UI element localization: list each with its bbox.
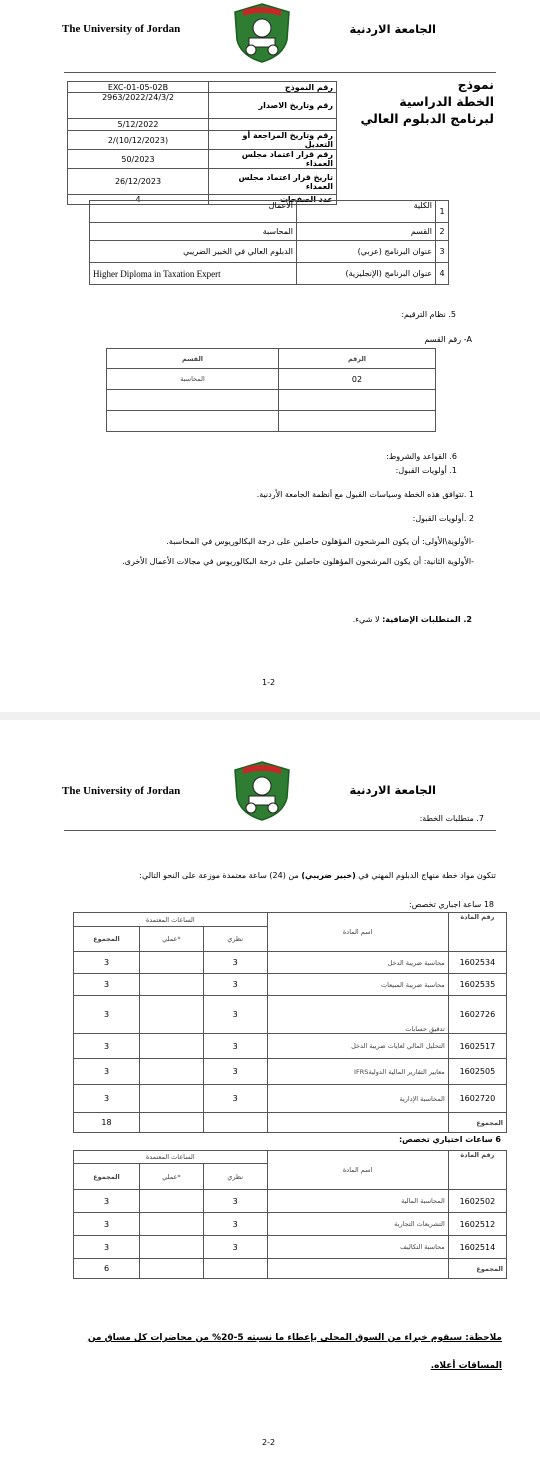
numbering-sub: A- رقم القسم xyxy=(424,335,472,344)
total-cell: 3 xyxy=(74,1059,140,1085)
rules-paragraph-1: 1 .تتوافق هذه الخطة وسياسات القبول مع أنظمة الجامعة الأردنية. xyxy=(256,490,474,499)
table-row xyxy=(74,996,507,1034)
university-logo-icon xyxy=(231,760,293,822)
theory-cell: 3 xyxy=(203,1213,267,1236)
total-cell: 3 xyxy=(74,1213,140,1236)
issue-date-label xyxy=(209,119,337,131)
course-name-cell: محاسبة ضريبة الدخل xyxy=(267,952,448,974)
university-name-ar: الجامعة الاردنية xyxy=(349,783,436,797)
numbering-heading: 5. نظام الترقيم: xyxy=(401,310,456,319)
plan-requirements-heading: 7. متطلبات الخطة: xyxy=(419,814,484,823)
faculty-value: الأعمال xyxy=(90,201,297,223)
course-name-cell: تدقيق حسابات xyxy=(267,996,448,1034)
council-date-value: 26/12/2023 xyxy=(68,169,209,195)
course-name-cell: المحاسبة الإدارية xyxy=(267,1085,448,1113)
faculty-label: الكلية xyxy=(297,201,436,223)
theory-cell: 3 xyxy=(203,996,267,1034)
theory-cell: 3 xyxy=(203,952,267,974)
page-number: 2-2 xyxy=(262,1438,276,1447)
col-dept-header: القسم xyxy=(107,349,279,369)
total-cell: 3 xyxy=(74,1190,140,1213)
total-cell: 3 xyxy=(74,996,140,1034)
experts-note: ملاحظة: سيقوم خبراء من السوق المحلي بإعطاء ما نسبته 5-20% من محاضرات كل مساق من المساقات أعلاه. xyxy=(87,1333,502,1371)
header-divider xyxy=(64,72,496,73)
course-name-cell: التحليل المالي لغايات ضريبة الدخل xyxy=(267,1034,448,1059)
form-number-value: EXC-01-05-02B xyxy=(68,82,209,93)
col-total-header: المجموع xyxy=(74,1164,140,1190)
plan-intro xyxy=(139,870,496,882)
rules-paragraph-2: 2 .أولويات القبول: xyxy=(412,514,474,523)
col-code-header: رقم المادة xyxy=(448,1151,506,1190)
course-code-cell: 1602517 xyxy=(448,1034,506,1059)
revision-label: رقم وتاريخ المراجعة أو التعديل xyxy=(209,131,337,150)
col-hours-header: الساعات المعتمدة xyxy=(74,1151,268,1164)
table-row xyxy=(74,1190,507,1213)
course-code-cell: 1602505 xyxy=(448,1059,506,1085)
revision-value: 2/(10/12/2023) xyxy=(68,131,209,150)
page-1 xyxy=(0,0,540,712)
table-row xyxy=(74,1034,507,1059)
university-logo-icon xyxy=(231,2,293,64)
rules-paragraph-4: -الأولوية الثانية: أن يكون المرشحون المؤهلون حاصلين على درجة البكالوريوس في مجالات الأعمال الأخرى. xyxy=(122,557,474,566)
department-label: القسم xyxy=(297,223,436,241)
row-number: 1 xyxy=(436,201,449,223)
header-divider xyxy=(64,830,496,831)
issue-label: رقم وتاريخ الاصدار xyxy=(209,93,337,119)
rules-sub-heading: 1. أولويات القبول: xyxy=(395,466,457,475)
course-code-cell: 1602502 xyxy=(448,1190,506,1213)
total-row xyxy=(74,1113,507,1133)
intro-pre: تتكون مواد خطة منهاج الدبلوم المهني في xyxy=(355,871,496,880)
theory-cell: 3 xyxy=(203,1085,267,1113)
col-name-header: اسم المادة xyxy=(267,1151,448,1190)
col-name-header: اسم المادة xyxy=(267,913,448,952)
extra-requirements-label: 2. المتطلبات الإضافية: xyxy=(382,615,472,624)
university-name-en: The University of Jordan xyxy=(62,785,181,797)
col-practical-header: عملي* xyxy=(140,927,204,952)
total-cell: 3 xyxy=(74,974,140,996)
total-cell: 3 xyxy=(74,1034,140,1059)
col-theory-header: نظري xyxy=(203,1164,267,1190)
form-title-line-2: الخطة الدراسية xyxy=(399,94,494,109)
form-info-table xyxy=(67,81,337,205)
program-title-ar-value: الدبلوم العالي في الخبير الضريبي xyxy=(90,241,297,263)
rules-paragraph-3: -الأولوية\الأولى: أن يكون المرشحون المؤهلون حاصلين على درجة البكالوريوس في المحاسبة. xyxy=(166,537,474,546)
course-code-cell: 1602535 xyxy=(448,974,506,996)
course-name-cell: معايير التقارير المالية الدوليةIFRS xyxy=(267,1059,448,1085)
course-code-cell: 1602726 xyxy=(448,996,506,1034)
row-number: 2 xyxy=(436,223,449,241)
university-name-ar: الجامعة الاردنية xyxy=(349,22,436,36)
council-date-label: تاريخ قرار اعتماد مجلس العمداء xyxy=(209,169,337,195)
theory-cell: 3 xyxy=(203,1059,267,1085)
total-label: المجموع xyxy=(448,1259,506,1279)
intro-bold: (خبير ضريبي) xyxy=(301,871,356,880)
theory-cell: 3 xyxy=(203,974,267,996)
issue-value: 2963/2022/24/3/2 xyxy=(68,93,209,119)
table-row xyxy=(74,952,507,974)
total-row xyxy=(74,1259,507,1279)
form-title-line-3: لبرنامج الدبلوم العالي xyxy=(360,111,494,126)
council-decision-value: 50/2023 xyxy=(68,150,209,169)
page-number: 1-2 xyxy=(262,678,276,687)
num-cell: 02 xyxy=(279,369,436,390)
col-code-header: رقم المادة xyxy=(448,913,506,952)
row-number: 4 xyxy=(436,263,449,285)
theory-cell: 3 xyxy=(203,1190,267,1213)
mandatory-heading: 18 ساعة اجباري تخصص: xyxy=(409,900,494,909)
issue-date-value: 5/12/2022 xyxy=(68,119,209,131)
col-theory-header: نظري xyxy=(203,927,267,952)
dept-cell: المحاسبة xyxy=(107,369,279,390)
department-number-table xyxy=(106,348,436,432)
course-name-cell: المحاسبة المالية xyxy=(267,1190,448,1213)
form-title-line-1: نموذج xyxy=(457,77,494,92)
program-title-en-value: Higher Diploma in Taxation Expert xyxy=(90,263,297,285)
table-row xyxy=(74,1213,507,1236)
total-cell: 3 xyxy=(74,1236,140,1259)
table-row xyxy=(74,974,507,996)
form-title xyxy=(361,76,494,127)
rules-heading: 6. القواعد والشروط: xyxy=(386,452,457,461)
course-name-cell: التشريعات التجارية xyxy=(267,1213,448,1236)
row-number: 3 xyxy=(436,241,449,263)
elective-heading: 6 ساعات اختياري تخصص: xyxy=(398,1135,501,1144)
course-code-cell: 1602534 xyxy=(448,952,506,974)
extra-requirements-value: لا شيء. xyxy=(352,615,383,624)
program-title-en-label: عنوان البرنامج (الإنجليزية) xyxy=(297,263,436,285)
col-total-header: المجموع xyxy=(74,927,140,952)
course-name-cell: محاسبة التكاليف xyxy=(267,1236,448,1259)
program-info-table xyxy=(89,200,449,285)
mandatory-total-value: 18 xyxy=(74,1113,140,1133)
course-name-cell: محاسبة ضريبة المبيعات xyxy=(267,974,448,996)
total-cell: 3 xyxy=(74,952,140,974)
course-code-cell: 1602720 xyxy=(448,1085,506,1113)
elective-total-value: 6 xyxy=(74,1259,140,1279)
table-row xyxy=(74,1085,507,1113)
theory-cell: 3 xyxy=(203,1236,267,1259)
page-count-label: عدد الصفحات xyxy=(209,195,337,205)
page-count-value: 4 xyxy=(68,195,209,205)
table-row xyxy=(74,1059,507,1085)
total-cell: 3 xyxy=(74,1085,140,1113)
form-number-label: رقم النموذج xyxy=(209,82,337,93)
col-hours-header: الساعات المعتمدة xyxy=(74,913,268,927)
elective-courses-table xyxy=(73,1150,507,1279)
intro-post: من (24) ساعة معتمدة موزعة على النحو التالي: xyxy=(139,871,302,880)
mandatory-courses-table xyxy=(73,912,507,1133)
total-label: المجموع xyxy=(448,1113,506,1133)
council-decision-label: رقم قرار اعتماد مجلس العمداء xyxy=(209,150,337,169)
col-num-header: الرقم xyxy=(279,349,436,369)
course-code-cell: 1602514 xyxy=(448,1236,506,1259)
university-name-en: The University of Jordan xyxy=(62,23,181,35)
theory-cell: 3 xyxy=(203,1034,267,1059)
page-2 xyxy=(0,720,540,1459)
table-row xyxy=(74,1236,507,1259)
col-practical-header: عملي* xyxy=(140,1164,204,1190)
course-code-cell: 1602512 xyxy=(448,1213,506,1236)
department-value: المحاسبة xyxy=(90,223,297,241)
extra-requirements xyxy=(353,614,472,626)
program-title-ar-label: عنوان البرنامج (عربي) xyxy=(297,241,436,263)
